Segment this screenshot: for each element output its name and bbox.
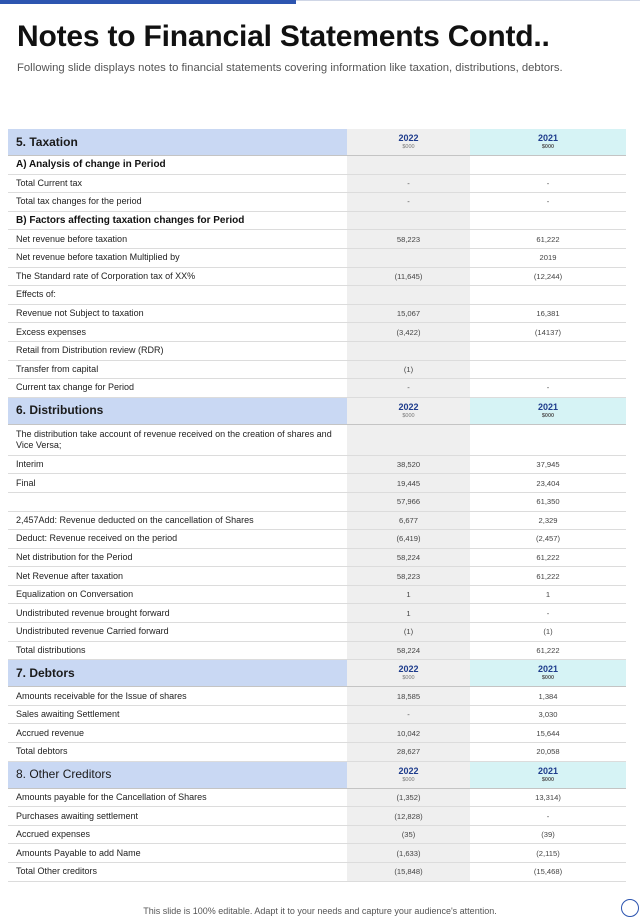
row-label: Revenue not Subject to taxation xyxy=(8,304,347,323)
value-2022: (12,828) xyxy=(347,807,470,826)
value-2021: 15,644 xyxy=(470,724,626,743)
subsection-header xyxy=(8,156,626,175)
row-label: Net Revenue after taxation xyxy=(8,567,347,586)
value-2021: 2,329 xyxy=(470,511,626,530)
value-2022 xyxy=(347,286,470,305)
financial-notes-body xyxy=(8,129,626,881)
table-row xyxy=(8,567,626,586)
value-2021: 37,945 xyxy=(470,455,626,474)
value-2021: - xyxy=(470,193,626,212)
value-2022: 58,223 xyxy=(347,567,470,586)
row-label: Total debtors xyxy=(8,743,347,762)
section-title: 5. Taxation xyxy=(8,129,347,156)
value-2021: - xyxy=(470,604,626,623)
year-label: 2022 xyxy=(398,765,419,776)
row-label: Accrued revenue xyxy=(8,724,347,743)
table-row xyxy=(8,825,626,844)
table-row xyxy=(8,585,626,604)
value-2021: (14137) xyxy=(470,323,626,342)
value-2021: 20,058 xyxy=(470,743,626,762)
row-label: Undistributed revenue Carried forward xyxy=(8,623,347,642)
column-header-2021 xyxy=(470,397,626,424)
section-header-distributions xyxy=(8,397,626,424)
row-label: Transfer from capital xyxy=(8,360,347,379)
value-2022 xyxy=(347,341,470,360)
column-header-2021 xyxy=(470,129,626,156)
year-label: 2021 xyxy=(537,401,559,412)
column-header-2022 xyxy=(347,129,470,156)
unit-label: $000 xyxy=(541,776,555,783)
value-2022: 1 xyxy=(347,585,470,604)
row-label: Effects of: xyxy=(8,286,347,305)
value-2021: 2019 xyxy=(470,248,626,267)
value-2022: 19,445 xyxy=(347,474,470,493)
unit-label: $000 xyxy=(402,144,415,150)
subsection-title: A) Analysis of change in Period xyxy=(8,156,347,175)
top-divider-line xyxy=(296,0,640,1)
table-row xyxy=(8,604,626,623)
table-row xyxy=(8,193,626,212)
unit-label: $000 xyxy=(402,412,415,419)
table-row xyxy=(8,863,626,882)
table-row xyxy=(8,267,626,286)
value-2021: 23,404 xyxy=(470,474,626,493)
year-label: 2022 xyxy=(398,401,419,412)
value-2021: (15,468) xyxy=(470,863,626,882)
table-row xyxy=(8,230,626,249)
table-row xyxy=(8,379,626,398)
table-row xyxy=(8,474,626,493)
row-label: Deduct: Revenue received on the period xyxy=(8,530,347,549)
page-title: Notes to Financial Statements Contd.. xyxy=(17,20,550,53)
value-2022: - xyxy=(347,193,470,212)
row-label: Equalization on Conversation xyxy=(8,585,347,604)
row-label xyxy=(8,492,347,511)
column-header-2021 xyxy=(470,761,626,788)
table-row xyxy=(8,807,626,826)
table-row xyxy=(8,360,626,379)
section-header-creditors xyxy=(8,761,626,788)
year-label: 2021 xyxy=(537,133,559,143)
section-title: 7. Debtors xyxy=(8,660,347,687)
table-row xyxy=(8,174,626,193)
row-label: The distribution take account of revenue received on the creation of shares and Vice Versa; xyxy=(8,424,347,455)
value-2022: - xyxy=(347,174,470,193)
table-row xyxy=(8,323,626,342)
section-title: 6. Distributions xyxy=(8,397,347,424)
row-label: The Standard rate of Corporation tax of XX% xyxy=(8,267,347,286)
value-2022: (15,848) xyxy=(347,863,470,882)
value-2022: (1) xyxy=(347,360,470,379)
value-2022: 38,520 xyxy=(347,455,470,474)
value-2021: 61,222 xyxy=(470,567,626,586)
unit-label: $000 xyxy=(402,675,415,682)
value-2021: (12,244) xyxy=(470,267,626,286)
section-header-taxation xyxy=(8,129,626,156)
row-label: Interim xyxy=(8,455,347,474)
value-2022: 28,627 xyxy=(347,743,470,762)
value-2021: 61,222 xyxy=(470,548,626,567)
column-header-2021 xyxy=(470,660,626,687)
column-header-2022 xyxy=(347,397,470,424)
value-2022: 10,042 xyxy=(347,724,470,743)
subsection-header xyxy=(8,211,626,230)
unit-label: $000 xyxy=(541,675,555,682)
value-2021: - xyxy=(470,379,626,398)
value-2022: (1,633) xyxy=(347,844,470,863)
table-row xyxy=(8,424,626,455)
footer-note: This slide is 100% editable. Adapt it to your needs and capture your audience's attention. xyxy=(143,906,497,916)
row-label: 2,457Add: Revenue deducted on the cancellation of Shares xyxy=(8,511,347,530)
table-row xyxy=(8,511,626,530)
row-label: Net revenue before taxation xyxy=(8,230,347,249)
row-label: Amounts payable for the Cancellation of Shares xyxy=(8,788,347,807)
value-2021: (39) xyxy=(470,825,626,844)
unit-label: $000 xyxy=(541,144,555,150)
table-row xyxy=(8,530,626,549)
value-2022: 6,677 xyxy=(347,511,470,530)
value-2021: 1 xyxy=(470,585,626,604)
value-2021: - xyxy=(470,174,626,193)
year-label: 2021 xyxy=(537,765,559,776)
value-2021: 3,030 xyxy=(470,705,626,724)
value-2021 xyxy=(470,424,626,455)
row-label: Total Other creditors xyxy=(8,863,347,882)
value-2022 xyxy=(347,248,470,267)
table-row xyxy=(8,724,626,743)
column-header-2022 xyxy=(347,761,470,788)
table-row xyxy=(8,623,626,642)
value-2022: (35) xyxy=(347,825,470,844)
section-header-debtors xyxy=(8,660,626,687)
row-label: Net distribution for the Period xyxy=(8,548,347,567)
column-header-2022 xyxy=(347,660,470,687)
table-row xyxy=(8,455,626,474)
row-label: Excess expenses xyxy=(8,323,347,342)
row-label: Amounts Payable to add Name xyxy=(8,844,347,863)
row-label: Current tax change for Period xyxy=(8,379,347,398)
table-row xyxy=(8,492,626,511)
value-2022 xyxy=(347,424,470,455)
value-2021 xyxy=(470,286,626,305)
row-label: Total distributions xyxy=(8,641,347,660)
value-2021: - xyxy=(470,807,626,826)
corner-circle-icon xyxy=(621,899,639,917)
table-row xyxy=(8,248,626,267)
row-label: Sales awaiting Settlement xyxy=(8,705,347,724)
value-2021: (2,457) xyxy=(470,530,626,549)
financial-notes-table xyxy=(8,129,626,882)
value-2022: 1 xyxy=(347,604,470,623)
value-2021: (2,115) xyxy=(470,844,626,863)
value-2022: 57,966 xyxy=(347,492,470,511)
table-row xyxy=(8,641,626,660)
value-2022: 58,224 xyxy=(347,548,470,567)
row-label: Net revenue before taxation Multiplied by xyxy=(8,248,347,267)
value-2022: 58,223 xyxy=(347,230,470,249)
unit-label: $000 xyxy=(402,776,415,783)
year-label: 2022 xyxy=(398,133,419,143)
value-2022: 58,224 xyxy=(347,641,470,660)
row-label: Purchases awaiting settlement xyxy=(8,807,347,826)
row-label: Total Current tax xyxy=(8,174,347,193)
value-2021 xyxy=(470,360,626,379)
value-2022: 18,585 xyxy=(347,687,470,706)
value-2022: (1,352) xyxy=(347,788,470,807)
table-row xyxy=(8,304,626,323)
table-row xyxy=(8,548,626,567)
value-2021: 16,381 xyxy=(470,304,626,323)
table-row xyxy=(8,341,626,360)
row-label: Undistributed revenue brought forward xyxy=(8,604,347,623)
value-2021: (1) xyxy=(470,623,626,642)
value-2022: - xyxy=(347,379,470,398)
table-row xyxy=(8,705,626,724)
unit-label: $000 xyxy=(541,412,555,419)
table-row xyxy=(8,743,626,762)
subsection-title: B) Factors affecting taxation changes for Period xyxy=(8,211,347,230)
value-2022: 15,067 xyxy=(347,304,470,323)
table-row xyxy=(8,286,626,305)
value-2022: (11,645) xyxy=(347,267,470,286)
row-label: Final xyxy=(8,474,347,493)
value-2021: 61,222 xyxy=(470,230,626,249)
value-2022: - xyxy=(347,705,470,724)
table-row xyxy=(8,788,626,807)
row-label: Retail from Distribution review (RDR) xyxy=(8,341,347,360)
year-label: 2021 xyxy=(537,664,559,675)
top-accent-bar xyxy=(0,0,296,4)
value-2021: 61,350 xyxy=(470,492,626,511)
table-row xyxy=(8,687,626,706)
value-2021: 13,314) xyxy=(470,788,626,807)
value-2022: (1) xyxy=(347,623,470,642)
row-label: Total tax changes for the period xyxy=(8,193,347,212)
page-subtitle: Following slide displays notes to financial statements covering information like taxation, distributions, debtors. xyxy=(17,62,563,74)
value-2021: 61,222 xyxy=(470,641,626,660)
row-label: Accrued expenses xyxy=(8,825,347,844)
table-row xyxy=(8,844,626,863)
value-2021: 1,384 xyxy=(470,687,626,706)
section-title: 8. Other Creditors xyxy=(8,761,347,788)
value-2022: (3,422) xyxy=(347,323,470,342)
row-label: Amounts receivable for the Issue of shares xyxy=(8,687,347,706)
value-2021 xyxy=(470,341,626,360)
value-2022: (6,419) xyxy=(347,530,470,549)
year-label: 2022 xyxy=(398,664,419,675)
